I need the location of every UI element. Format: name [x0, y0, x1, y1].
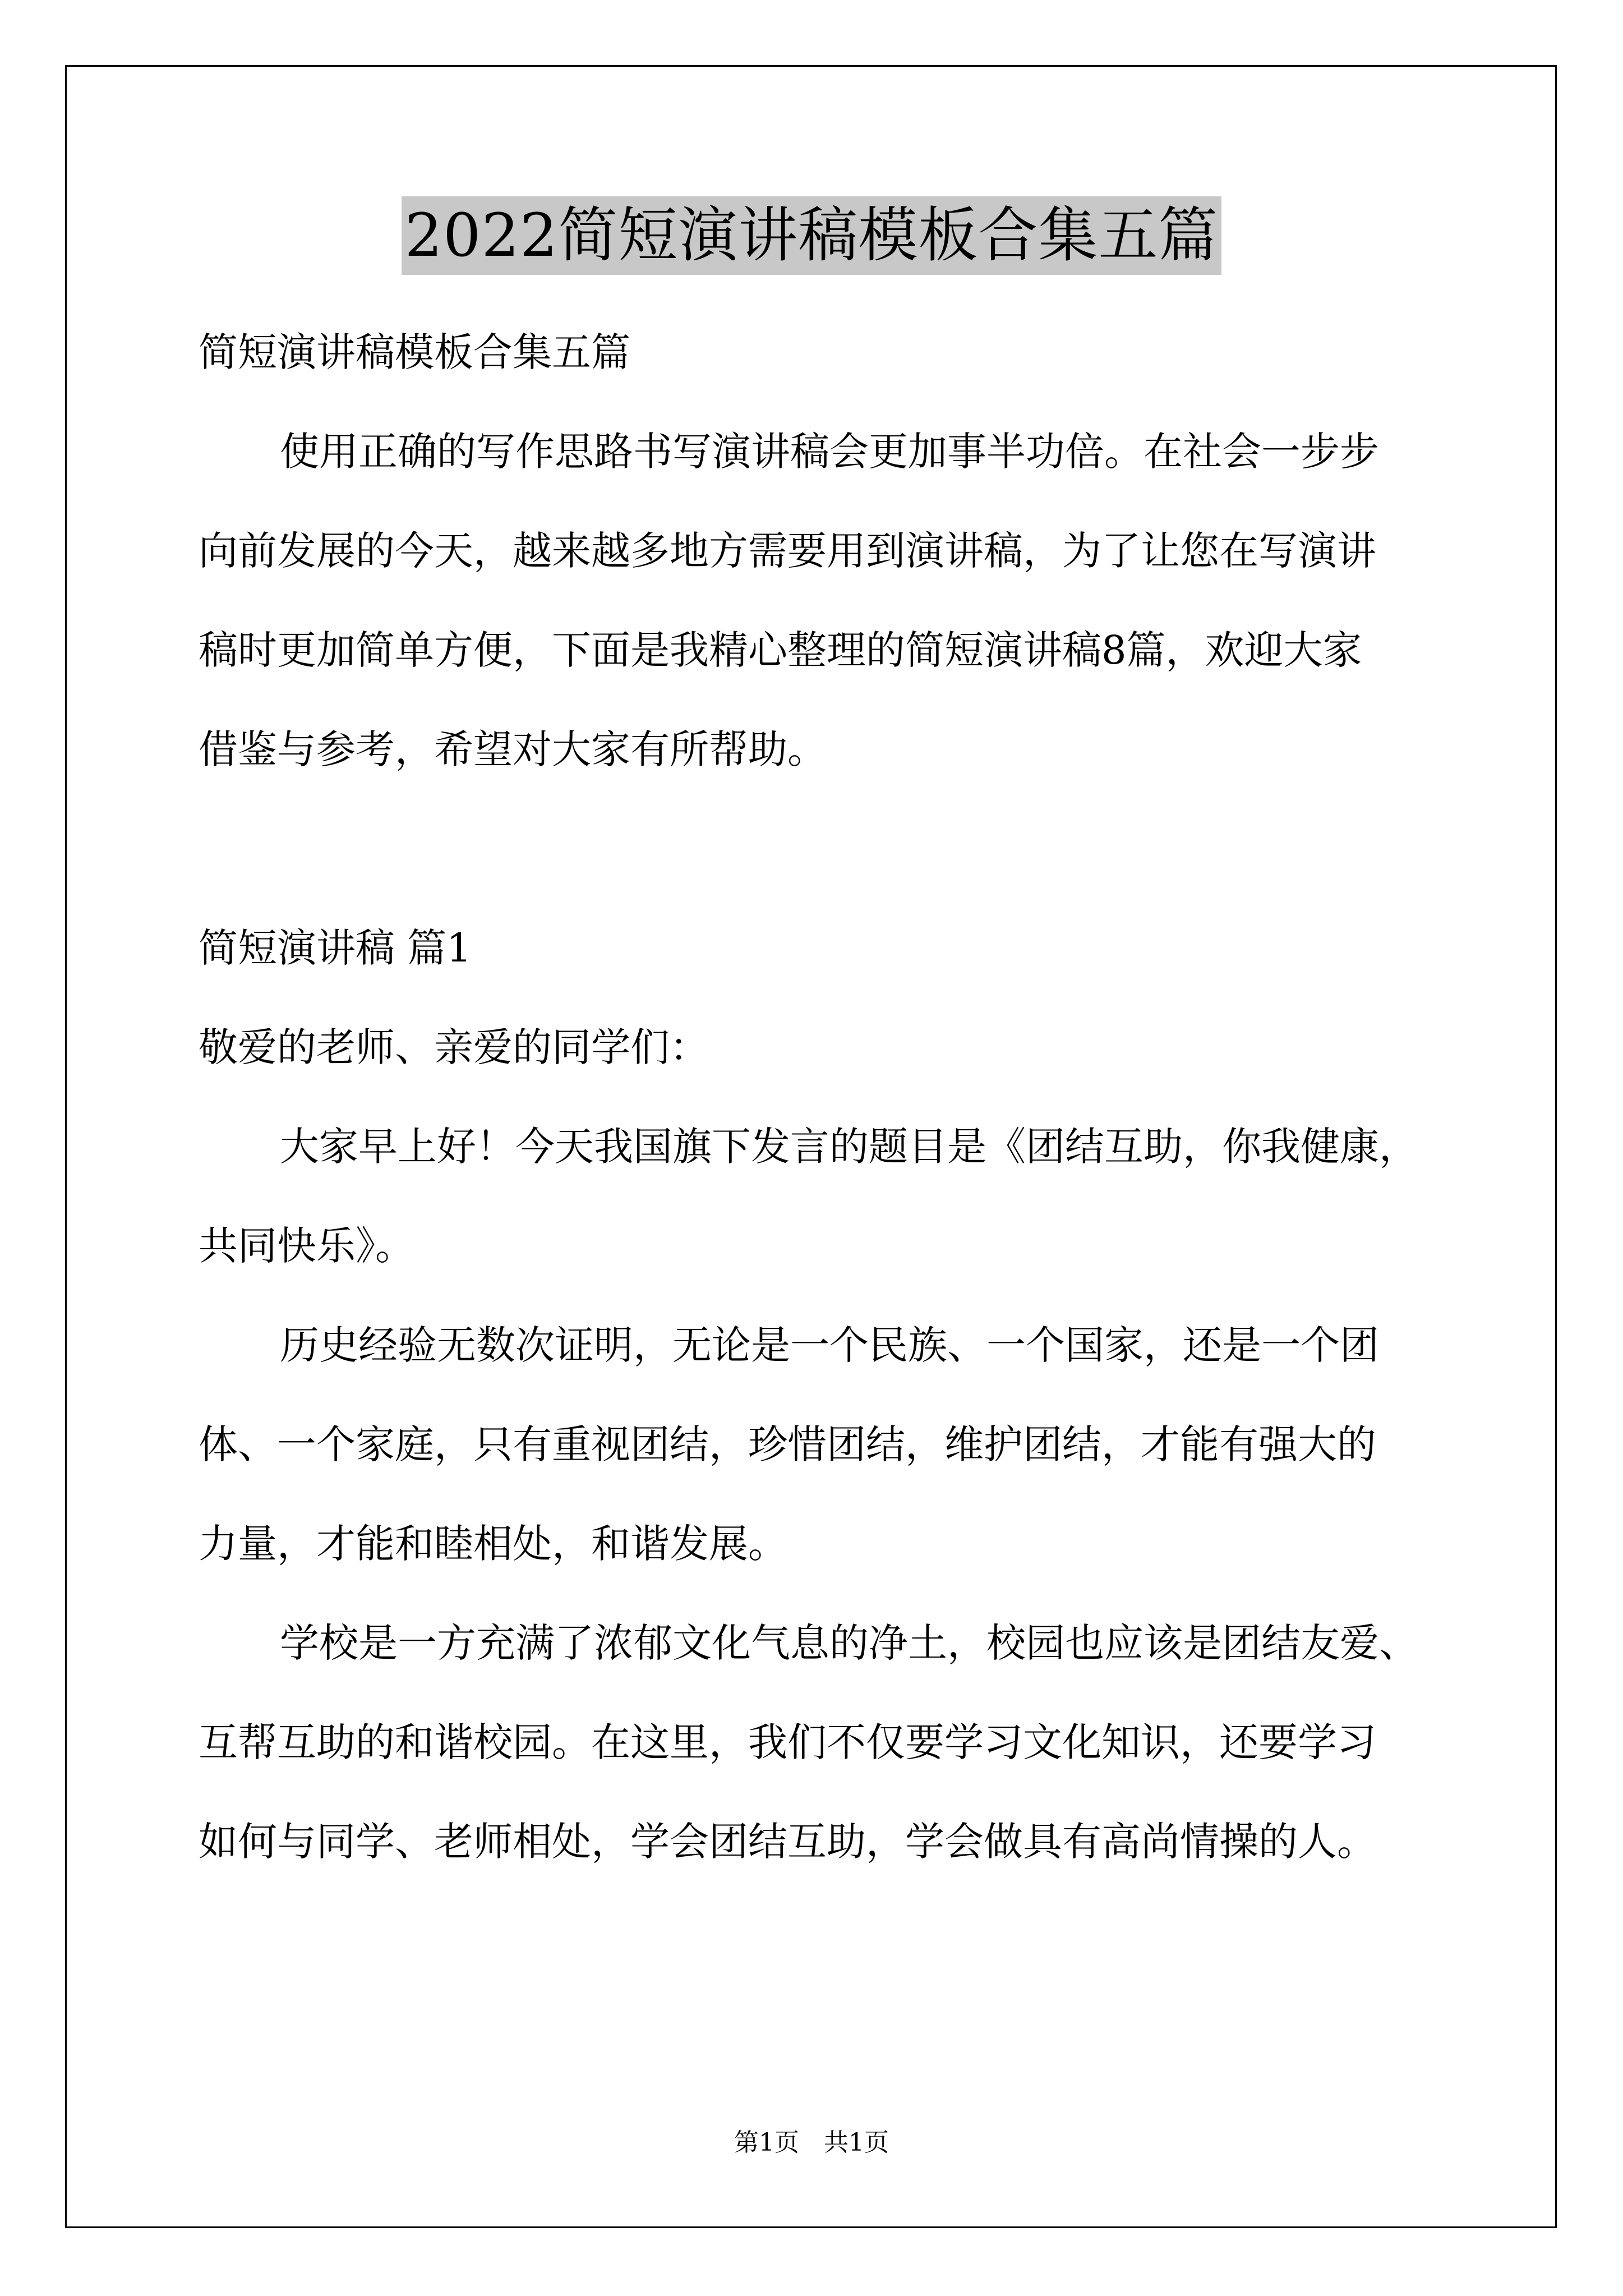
page-footer [0, 2126, 1623, 2160]
intro-line: 向前发展的今天，越来越多地方需要用到演讲稿，为了让您在写演讲 [199, 528, 1376, 574]
blank-line [199, 799, 1430, 899]
paragraph-line: 如何与同学、老师相处，学会团结互助，学会做具有高尚情操的人。 [199, 1819, 1376, 1865]
paragraph-line: 共同快乐》。 [199, 1223, 414, 1269]
salutation: 敬爱的老师、亲爱的同学们： [199, 1024, 709, 1070]
page-number: 第1页 共1页 [734, 2128, 889, 2157]
intro-line: 使用正确的写作思路书写演讲稿会更加事半功倍。在社会一步步 [280, 429, 1379, 475]
intro-line: 稿时更加简单方便，下面是我精心整理的简短演讲稿8篇，欢迎大家 [199, 627, 1362, 673]
document-title: 2022简短演讲稿模板合集五篇 [402, 196, 1222, 275]
paragraph-line: 力量，才能和睦相处，和谐发展。 [199, 1521, 787, 1567]
document-body [199, 303, 1430, 1892]
title-container [0, 196, 1623, 275]
section-heading: 简短演讲稿 篇1 [199, 925, 472, 971]
document-subtitle: 简短演讲稿模板合集五篇 [199, 329, 630, 375]
paragraph-line: 历史经验无数次证明，无论是一个民族、一个国家，还是一个团 [280, 1322, 1379, 1368]
paragraph-line: 学校是一方充满了浓郁文化气息的净土，校园也应该是团结友爱、 [280, 1620, 1418, 1666]
paragraph-line: 大家早上好！今天我国旗下发言的题目是《团结互助，你我健康， [280, 1124, 1418, 1170]
paragraph-line: 体、一个家庭，只有重视团结，珍惜团结，维护团结，才能有强大的 [199, 1421, 1376, 1467]
intro-line: 借鉴与参考，希望对大家有所帮助。 [199, 726, 827, 772]
paragraph-line: 互帮互助的和谐校园。在这里，我们不仅要学习文化知识，还要学习 [199, 1719, 1376, 1765]
